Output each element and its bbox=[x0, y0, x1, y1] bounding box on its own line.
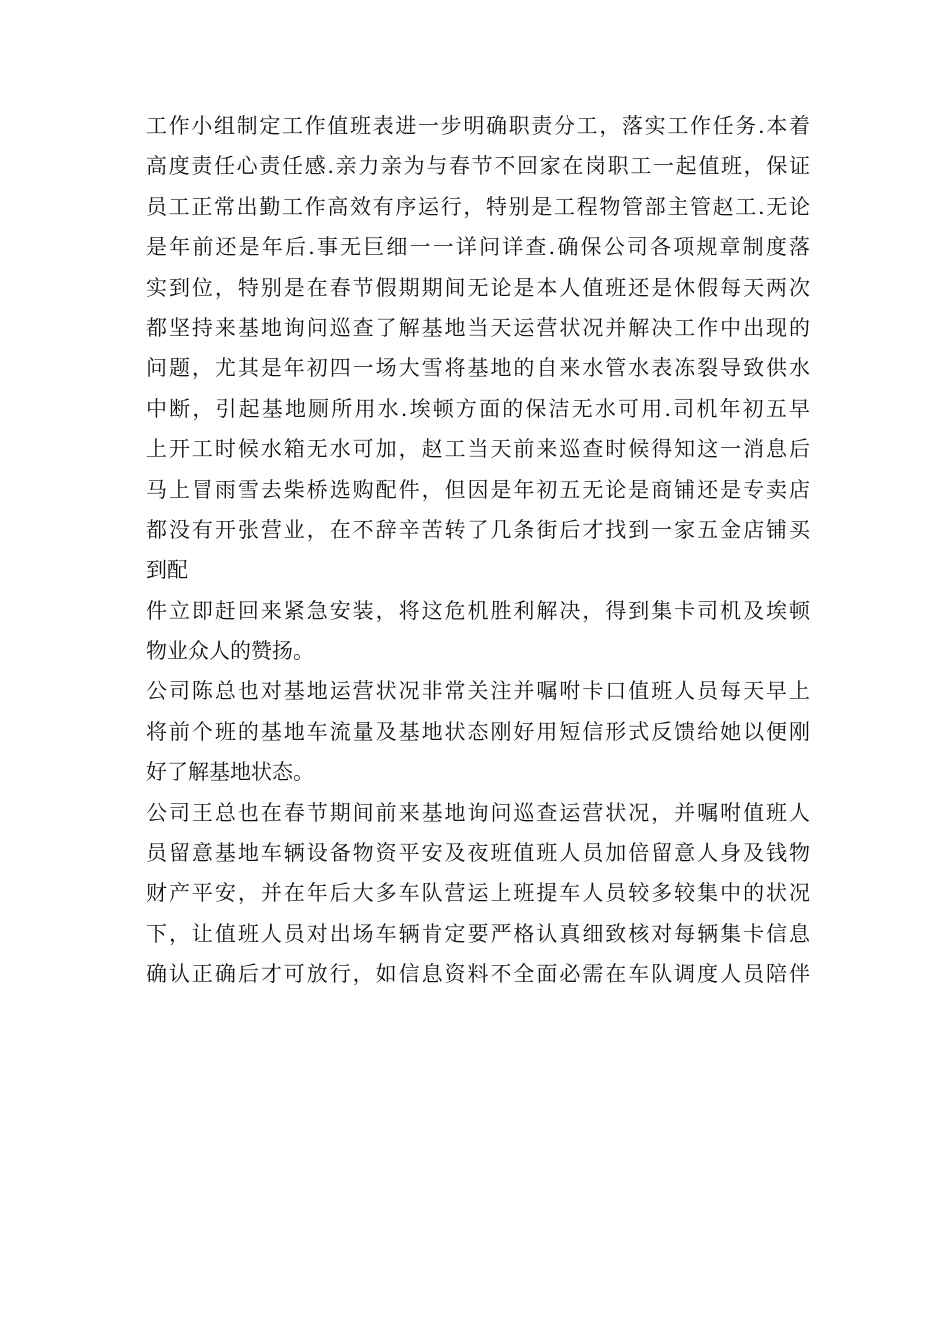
text-line: 都没有开张营业，在不辞辛苦转了几条街后才找到一家五金店铺买 bbox=[146, 517, 810, 542]
text-line: 确认正确后才可放行，如信息资料不全面必需在车队调度人员陪伴 bbox=[146, 962, 810, 987]
text-line: 件立即赶回来紧急安装，将这危机胜利解决，得到集卡司机及埃顿 bbox=[146, 598, 810, 623]
paragraph-4 bbox=[146, 793, 810, 995]
text-line: 下，让值班人员对出场车辆肯定要严格认真细致核对每辆集卡信息 bbox=[146, 921, 810, 946]
text-line: 将前个班的基地车流量及基地状态刚好用短信形式反馈给她以便刚 bbox=[146, 719, 810, 744]
text-line: 公司陈总也对基地运营状况非常关注并嘱咐卡口值班人员每天早上 bbox=[146, 679, 810, 704]
text-line: 工作小组制定工作值班表进一步明确职责分工，落实工作任务.本着 bbox=[146, 114, 810, 138]
text-line: 员留意基地车辆设备物资平安及夜班值班人员加倍留意人身及钱物 bbox=[146, 841, 810, 866]
text-line: 问题，尤其是年初四一场大雪将基地的自来水管水表冻裂导致供水 bbox=[146, 356, 810, 381]
paragraph-2 bbox=[146, 591, 810, 672]
text-line: 财产平安，并在年后大多车队营运上班提车人员较多较集中的状况 bbox=[146, 881, 810, 906]
text-line: 上开工时候水箱无水可加，赵工当天前来巡查时候得知这一消息后 bbox=[146, 437, 810, 462]
paragraph-3 bbox=[146, 671, 810, 792]
text-line: 实到位，特别是在春节假期期间无论是本人值班还是休假每天两次 bbox=[146, 275, 810, 300]
text-line: 员工正常出勤工作高效有序运行，特别是工程物管部主管赵工.无论 bbox=[146, 194, 810, 219]
text-line: 都坚持来基地询问巡查了解基地当天运营状况并解决工作中出现的 bbox=[146, 315, 810, 340]
text-line: 物业众人的赞扬。 bbox=[146, 639, 314, 664]
text-line: 好了解基地状态。 bbox=[146, 760, 314, 785]
text-line: 中断，引起基地厕所用水.埃顿方面的保洁无水可用.司机年初五早 bbox=[146, 396, 810, 421]
document-body bbox=[146, 106, 810, 995]
text-line: 马上冒雨雪去柴桥选购配件，但因是年初五无论是商铺还是专卖店 bbox=[146, 477, 810, 502]
text-line: 到配 bbox=[146, 558, 188, 583]
text-line: 是年前还是年后.事无巨细一一详问详查.确保公司各项规章制度落 bbox=[146, 235, 810, 260]
paragraph-1 bbox=[146, 106, 810, 591]
text-line: 高度责任心责任感.亲力亲为与春节不回家在岗职工一起值班，保证 bbox=[146, 154, 810, 179]
text-line: 公司王总也在春节期间前来基地询问巡查运营状况，并嘱咐值班人 bbox=[146, 800, 810, 825]
